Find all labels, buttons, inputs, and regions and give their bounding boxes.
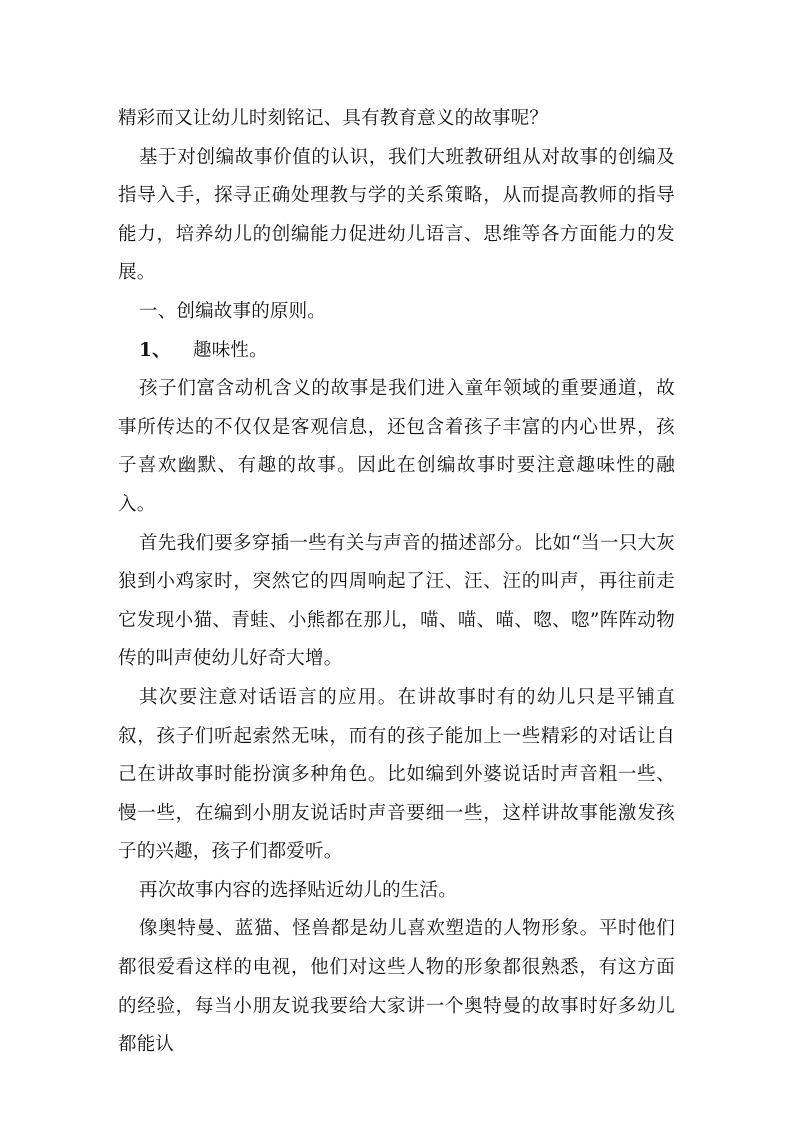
- paragraph-dialogue: 其次要注意对话语言的应用。在讲故事时有的幼儿只是平铺直叙，孩子们听起索然无味，而有的孩子能加上一些精彩的对话让自己在讲故事时能扮演多种角色。比如编到外婆说话时声音粗一些、慢一些，在编到小朋友说话时声音要细一些，这样讲故事能激发孩子的兴趣，孩子们都爱听。: [118, 686, 675, 863]
- paragraph-characters: 像奥特曼、蓝猫、怪兽都是幼儿喜欢塑造的人物形象。平时他们都很爱看这样的电视，他们对这些人物的形象都很熟悉，有这方面的经验，每当小朋友说我要给大家讲一个奥特曼的故事时好多幼儿都能认: [118, 918, 675, 1056]
- document-page: [118, 100, 675, 1065]
- paragraph-interest: 孩子们富含动机含义的故事是我们进入童年领域的重要通道，故事所传达的不仅仅是客观信息，还包含着孩子丰富的内心世界，孩子喜欢幽默、有趣的故事。因此在创编故事时要注意趣味性的融入。: [118, 378, 675, 515]
- paragraph-life: 再次故事内容的选择贴近幼儿的生活。: [139, 879, 457, 901]
- numbered-item: [118, 332, 675, 371]
- paragraph-intro: 基于对创编故事价值的认识，我们大班教研组从对故事的创编及指导入手，探寻正确处理教与学的关系策略，从而提高教师的指导能力，培养幼儿的创编能力促进幼儿语言、思维等各方面能力的发展。: [118, 146, 675, 284]
- section-heading: 一、创编故事的原则。: [139, 300, 327, 322]
- paragraph-sound: 首先我们要多穿插一些有关与声音的描述部分。比如“当一只大灰狼到小鸡家时，突然它的四周响起了汪、汪、汪的叫声，再往前走它发现小猫、青蛙、小熊都在那儿，喵、喵、喵、唿、唿”阵阵动物传的叫声使幼儿好奇大增。: [118, 532, 675, 670]
- item-number: 1、: [139, 339, 171, 361]
- paragraph-continuation: 精彩而又让幼儿时刻铭记、具有教育意义的故事呢？: [118, 108, 549, 129]
- item-title: 趣味性。: [193, 339, 268, 361]
